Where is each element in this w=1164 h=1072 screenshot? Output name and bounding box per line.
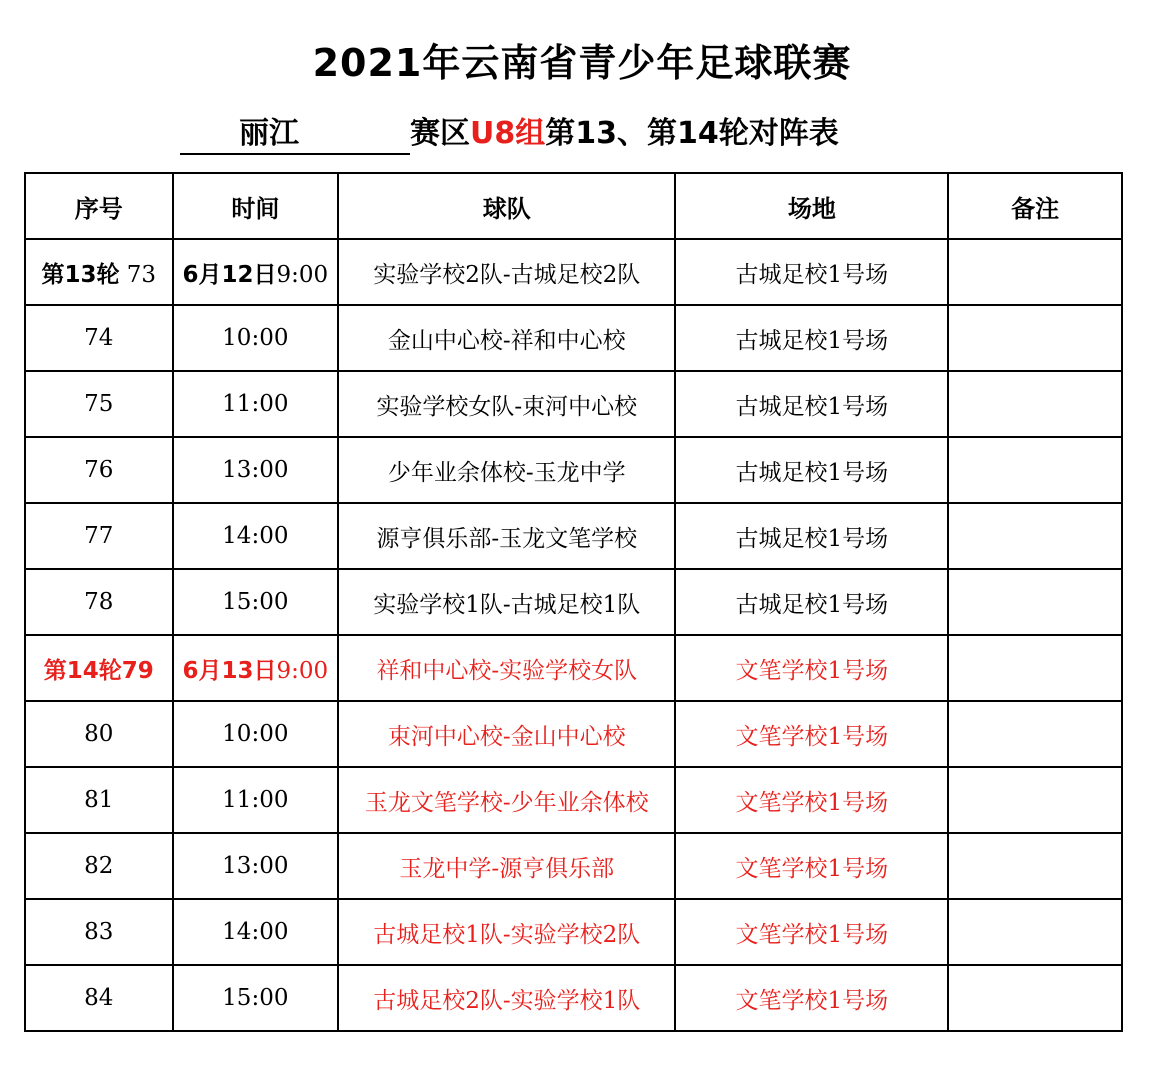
venue-cell: 文笔学校1号场 (675, 635, 948, 701)
teams-cell: 古城足校1队-实验学校2队 (338, 899, 675, 965)
document-subtitle (180, 112, 880, 156)
table-header-row (25, 173, 1122, 239)
seq-cell: 75 (25, 371, 173, 437)
note-cell (948, 569, 1122, 635)
header-note: 备注 (948, 173, 1122, 239)
teams-cell: 祥和中心校-实验学校女队 (338, 635, 675, 701)
teams-cell: 玉龙文笔学校-少年业余体校 (338, 767, 675, 833)
venue-cell: 古城足校1号场 (675, 437, 948, 503)
venue-cell: 古城足校1号场 (675, 371, 948, 437)
venue-cell: 文笔学校1号场 (675, 767, 948, 833)
venue-cell: 古城足校1号场 (675, 503, 948, 569)
teams-cell: 实验学校2队-古城足校2队 (338, 239, 675, 305)
seq-cell: 81 (25, 767, 173, 833)
note-cell (948, 899, 1122, 965)
table-row (25, 437, 1122, 503)
venue-cell: 文笔学校1号场 (675, 899, 948, 965)
seq-cell: 83 (25, 899, 173, 965)
seq-cell: 82 (25, 833, 173, 899)
teams-cell: 玉龙中学-源亨俱乐部 (338, 833, 675, 899)
time-cell: 13:00 (173, 437, 339, 503)
venue-cell: 古城足校1号场 (675, 569, 948, 635)
region-underline (180, 115, 410, 155)
teams-cell: 实验学校1队-古城足校1队 (338, 569, 675, 635)
time-cell: 14:00 (173, 503, 339, 569)
match-date: 6月12日 (182, 261, 277, 288)
note-cell (948, 965, 1122, 1031)
venue-cell: 文笔学校1号场 (675, 965, 948, 1031)
subtitle-area: 赛区 (410, 116, 470, 151)
teams-cell: 少年业余体校-玉龙中学 (338, 437, 675, 503)
header-seq: 序号 (25, 173, 173, 239)
note-cell (948, 437, 1122, 503)
teams-cell: 古城足校2队-实验学校1队 (338, 965, 675, 1031)
time-cell: 10:00 (173, 305, 339, 371)
time-cell: 10:00 (173, 701, 339, 767)
note-cell (948, 503, 1122, 569)
round-label: 第13轮 (41, 261, 120, 288)
document-title: 2021年云南省青少年足球联赛 (312, 41, 852, 85)
table-row (25, 767, 1122, 833)
table-row (25, 899, 1122, 965)
seq-cell: 78 (25, 569, 173, 635)
note-cell (948, 701, 1122, 767)
venue-cell: 古城足校1号场 (675, 239, 948, 305)
note-cell (948, 635, 1122, 701)
subtitle-group: U8组 (470, 116, 546, 151)
seq-cell (25, 239, 173, 305)
teams-cell: 源亨俱乐部-玉龙文笔学校 (338, 503, 675, 569)
note-cell (948, 239, 1122, 305)
match-time: 9:00 (276, 261, 329, 288)
table-row (25, 965, 1122, 1031)
note-cell (948, 767, 1122, 833)
header-venue: 场地 (675, 173, 948, 239)
note-cell (948, 305, 1122, 371)
time-cell: 11:00 (173, 767, 339, 833)
time-cell (173, 635, 339, 701)
table-row (25, 371, 1122, 437)
time-cell (173, 239, 339, 305)
table-row (25, 701, 1122, 767)
subtitle-rounds: 第13、第14轮对阵表 (545, 116, 839, 151)
time-cell: 13:00 (173, 833, 339, 899)
teams-cell: 实验学校女队-束河中心校 (338, 371, 675, 437)
table-row (25, 503, 1122, 569)
seq-cell: 84 (25, 965, 173, 1031)
header-time: 时间 (173, 173, 339, 239)
table-row (25, 833, 1122, 899)
teams-cell: 束河中心校-金山中心校 (338, 701, 675, 767)
table-row (25, 239, 1122, 305)
seq-cell: 80 (25, 701, 173, 767)
time-cell: 15:00 (173, 965, 339, 1031)
venue-cell: 文笔学校1号场 (675, 701, 948, 767)
teams-cell: 金山中心校-祥和中心校 (338, 305, 675, 371)
venue-cell: 古城足校1号场 (675, 305, 948, 371)
region-name: 丽江 (239, 116, 299, 151)
match-schedule-table (24, 172, 1123, 1032)
header-teams: 球队 (338, 173, 675, 239)
venue-cell: 文笔学校1号场 (675, 833, 948, 899)
table-row (25, 635, 1122, 701)
seq-cell: 76 (25, 437, 173, 503)
table-row (25, 569, 1122, 635)
seq-cell (25, 635, 173, 701)
note-cell (948, 371, 1122, 437)
round-label: 第14轮 (43, 657, 122, 684)
match-date: 6月13日 (182, 657, 277, 684)
seq-number: 73 (119, 261, 157, 288)
seq-number: 79 (121, 657, 154, 684)
note-cell (948, 833, 1122, 899)
table-row (25, 305, 1122, 371)
seq-cell: 74 (25, 305, 173, 371)
time-cell: 15:00 (173, 569, 339, 635)
match-time: 9:00 (276, 657, 329, 684)
time-cell: 14:00 (173, 899, 339, 965)
time-cell: 11:00 (173, 371, 339, 437)
seq-cell: 77 (25, 503, 173, 569)
